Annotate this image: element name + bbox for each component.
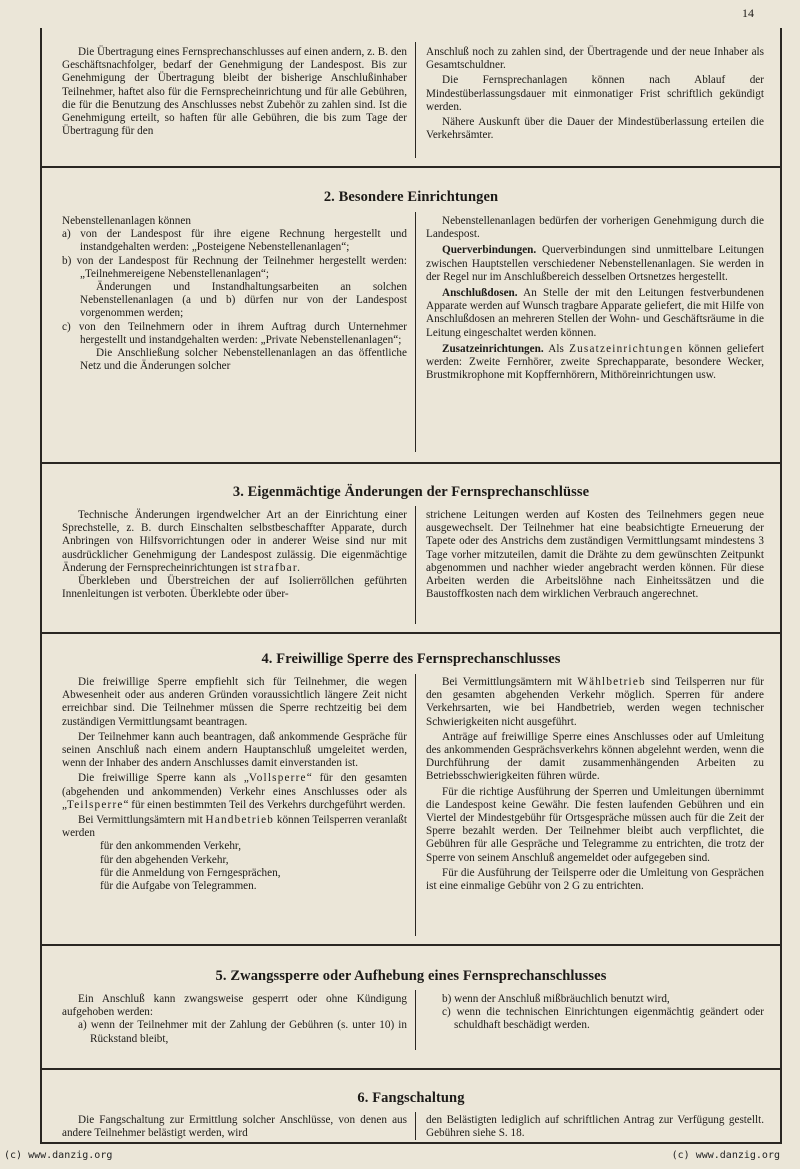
s2-left-text: Nebenstellenanlagen können a) von der Landespost für ihre eigene Rechnung hergestellt und instandgehalten werden: „Posteigene Nebenstellenanlagen“; b) von der Landespost für Rechnung der Teilnehmer hergestellt werden: „Teilnehmereigene Nebenstellenanlagen“; Änderungen und Instandhaltungsarbeiten an solchen Nebenstellenanlagen (a und b) dürfen nur von der Landespost vorgenommen werden; c) von den Teilnehmern oder in ihrem Auftrag durch Unternehmer hergestellt und instandgehalten werden: „Private Nebenstellenanlagen“; Die Anschließung solcher Nebenstellenanlagen an das öffentliche Netz und die Änderungen solcher <box>62 215 407 373</box>
section-2-title: 2. Besondere Einrichtungen <box>323 189 499 205</box>
section-5-title: 5. Zwangssperre oder Aufhebung eines Fernsprechanschlusses <box>215 968 607 984</box>
column-divider <box>415 1112 416 1140</box>
s3-right-text: strichene Leitungen werden auf Kosten des Teilnehmers gegen neue ausgewechselt. Der Teilnehmer hat eine beabsichtigte Erneuerung der Tapete oder des Anstrichs dem zuständigen Vermittlungsamt mindestens 3 Tage vorher mitzuteilen, damit die Drähte zu dem gewünschten Zeitpunkt abgenommen und nachher wieder angebracht werden können. Für diese Arbeiten werden die Arbeitslöhne nach Einheitssätzen und die Baustoffkosten nach dem wirklichen Verbrauch angerechnet. <box>426 509 764 601</box>
column-divider <box>415 212 416 452</box>
section-2 <box>42 168 780 464</box>
document-frame <box>40 28 782 1144</box>
section-4-title: 4. Freiwillige Sperre des Fernsprechanschlusses <box>261 651 561 667</box>
s1-right-text: Anschluß noch zu zahlen sind, der Übertragende und der neue Inhaber als Gesamtschuldner. Die Fernsprechanlagen können nach Ablauf der Mindestüberlassungsdauer mit einmonatiger Frist schriftlich gekündigt werden. Nähere Auskunft über die Dauer der Mindestüberlassung erteilen die Verkehrsämter. <box>426 46 764 142</box>
section-1 <box>42 28 780 168</box>
column-divider <box>415 674 416 936</box>
section-6 <box>42 1070 780 1144</box>
footer-watermark-right: (c) www.danzig.org <box>671 1150 780 1161</box>
list-item: für den ankommenden Verkehr, <box>100 840 242 853</box>
section-3-title: 3. Eigenmächtige Änderungen der Fernsprechanschlüsse <box>232 484 590 500</box>
s5-left-text: Ein Anschluß kann zwangsweise gesperrt oder ohne Kündigung aufgehoben werden: a) wenn der Teilnehmer mit der Zahlung der Gebühren (s. unter 10) in Rückstand bleibt, <box>62 993 407 1045</box>
s4-right-text: Bei Vermittlungsämtern mit Wählbetrieb sind Teilsperren nur für den gesamten abgehenden Verkehr möglich. Sperren für andere Verkehrsarten, wie bei Handbetrieb, werden wegen technischer Schwierigkeiten nicht ausgeführt. Anträge auf freiwillige Sperre eines Anschlusses oder auf Umleitung des ankommenden Gesprächsverkehrs können abgelehnt werden, wenn die Durchführung der damit zusammenhängenden Arbeiten zu Betriebsschwierigkeiten führen würde. Für die richtige Ausführung der Sperren und Umleitungen übernimmt die Landespost keine Gewähr. Die festen laufenden Gebühren und ein Viertel der Mindestgebühr für Ortsgespräche müssen auch für die Zeit der Sperre bezahlt werden. Der Teilnehmer bleibt auch verpflichtet, die Gebühren für alle Gespräche und Telegramme zu entrichten, die trotz der Sperre von seinem Anschluß angemeldet oder aufgegeben sind. Für die Ausführung der Teilsperre oder die Umleitung von Gesprächen ist eine einmalige Gebühr von 2 G zu entrichten. <box>426 676 764 893</box>
list-item: für die Anmeldung von Ferngesprächen, <box>100 866 281 879</box>
section-5 <box>42 946 780 1070</box>
s6-left-text: Die Fangschaltung zur Ermittlung solcher Anschlüsse, von denen aus andere Teilnehmer belästigt werden, wird <box>62 1114 407 1140</box>
s2-right-text: Nebenstellenanlagen bedürfen der vorherigen Genehmigung durch die Landespost. Querverbindungen. Querverbindungen sind unmittelbare Leitungen zwischen Hauptstellen verschiedener Nebenstellenanlagen. Sie werden in der Regel nur im Anschlußbereich desselben Ortsnetzes hergestellt. Anschlußdosen. An Stelle der mit den Leitungen festverbundenen Apparate werden auf Wunsch tragbare Apparate geliefert, die mit Hilfe von Anschlußdosen an mehreren Stellen der Wohn- und Geschäftsräume in die Leitung eingeschaltet werden können. Zusatzeinrichtungen. Als Zusatzeinrichtungen können geliefert werden: Zweite Fernhörer, zweite Sprechapparate, besondere Wecker, Brustmikrophone mit Kopffernhörern, Mithöreinrichtungen usw. <box>426 215 764 382</box>
column-divider <box>415 506 416 624</box>
column-divider <box>415 990 416 1050</box>
section-3 <box>42 464 780 634</box>
section-6-title: 6. Fangschaltung <box>357 1090 465 1106</box>
list-item: für den abgehenden Verkehr, <box>100 853 229 866</box>
s1-left-text: Die Übertragung eines Fernsprechanschlusses auf einen andern, z. B. den Geschäftsnachfolger, bedarf der Genehmigung der Landespost. Bis zur Genehmigung der Übertragung bleibt der bisherige Anschlußinhaber Teilnehmer, haftet also für die Fernsprecheinrichtung und für alle Gebühren, die für die Benutzung des Anschlusses nebst Zubehör zu zahlen sind. Ist die Genehmigung erteilt, so haften für alle Gebühren, die bis zum Tage der Übertragung für den <box>62 46 407 138</box>
s6-right-text: den Belästigten lediglich auf schriftlichen Antrag zur Verfügung gestellt. Gebühren siehe S. 18. <box>426 1114 764 1140</box>
list-item: für die Aufgabe von Telegrammen. <box>100 880 257 893</box>
footer-watermark-left: (c) www.danzig.org <box>4 1150 113 1161</box>
page-number: 14 <box>742 6 754 20</box>
section-4 <box>42 634 780 946</box>
column-divider <box>415 42 416 158</box>
s4-left-text: Die freiwillige Sperre empfiehlt sich für Teilnehmer, die wegen Abwesenheit oder aus anderen Gründen voraussichtlich längere Zeit nicht erreichbar sind. Die Teilnehmer müssen die Sperre rechtzeitig bei dem zuständigen Vermittlungsamt beantragen. Der Teilnehmer kann auch beantragen, daß ankommende Gespräche für seinen Anschluß nach einem andern Hauptanschluß umgeleitet werden, wenn der Inhaber des andern Anschlusses damit einverstanden ist. Die freiwillige Sperre kann als „Vollsperre“ für den gesamten (abgehenden und ankommenden) Verkehr eines Anschlusses oder als „Teilsperre“ für einen bestimmten Teil des Verkehrs durchgeführt werden. Bei Vermittlungsämtern mit Handbetrieb können Teilsperren veranlaßt werden für den ankommenden Verkehr, für den abgehenden Verkehr, für die Anmeldung von Ferngesprächen, für die Aufgabe von Telegrammen. <box>62 676 407 893</box>
s3-left-text: Technische Änderungen irgendwelcher Art an der Einrichtung einer Sprechstelle, z. B. durch Einschalten selbstbeschaffter Apparate, durch Anbringen von Hilfsvorrichtungen oder in anderer Weise sind nur mit ausdrücklicher Genehmigung der Landespost zulässig. Die eigenmächtige Änderung der Fernsprecheinrichtungen ist strafbar. Überkleben und Überstreichen der auf Isolierröllchen geführten Innenleitungen ist verboten. Überklebte oder über- <box>62 509 407 601</box>
s5-right-text: b) wenn der Anschluß mißbräuchlich benutzt wird, c) wenn die technischen Einrichtungen eigenmächtig geändert oder schuldhaft beschädigt werden. <box>442 993 764 1032</box>
